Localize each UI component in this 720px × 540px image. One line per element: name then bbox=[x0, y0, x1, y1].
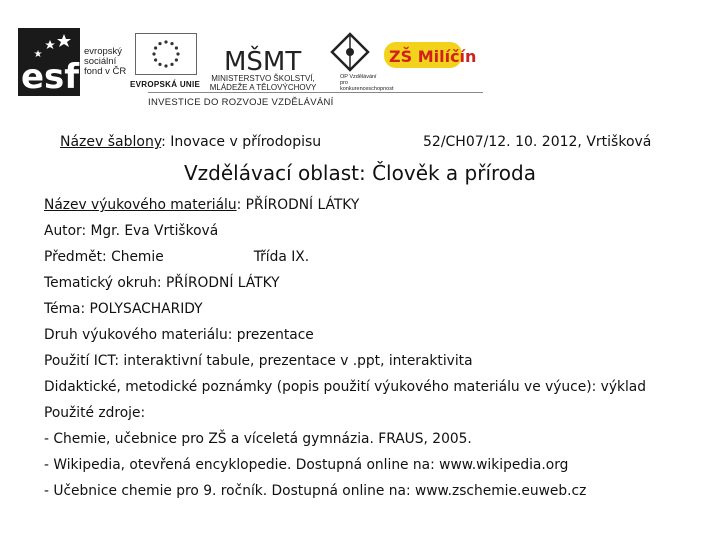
template-code: 52/CH07/12. 10. 2012, Vrtišková bbox=[423, 134, 652, 150]
subject-text: Předmět: Chemie bbox=[44, 249, 164, 265]
esf-caption bbox=[84, 47, 126, 77]
material-value: : PŘÍRODNÍ LÁTKY bbox=[236, 197, 360, 213]
funding-banner bbox=[0, 0, 720, 118]
source-item: - Chemie, učebnice pro ZŠ a víceletá gymnázia. FRAUS, 2005. bbox=[44, 431, 472, 447]
material-label: Název výukového materiálu bbox=[44, 197, 237, 213]
topic-row: Tematický okruh: PŘÍRODNÍ LÁTKY bbox=[44, 275, 280, 291]
class-text: Třída IX. bbox=[253, 249, 310, 265]
msmt-logo-letters: MŠMT bbox=[224, 47, 302, 77]
ict-row: Použití ICT: interaktivní tabule, prezentace v .ppt, interaktivita bbox=[44, 353, 473, 369]
metadata-list bbox=[44, 192, 646, 504]
op-caption-line: pro konkurenceschopnost bbox=[340, 80, 394, 92]
msmt-logo bbox=[222, 30, 302, 77]
subject-row bbox=[44, 244, 646, 270]
investment-slogan: INVESTICE DO ROZVOJE VZDĚLÁVÁNÍ bbox=[148, 97, 334, 108]
template-value: : Inovace v přírodopisu bbox=[161, 134, 322, 150]
zs-milicin-logo bbox=[384, 40, 477, 70]
esf-logo-letters: esf bbox=[21, 57, 80, 97]
template-label: Název šablony bbox=[60, 134, 162, 150]
esf-caption-line: sociální bbox=[84, 56, 117, 67]
esf-caption-line: evropský bbox=[84, 46, 123, 57]
template-row bbox=[60, 134, 680, 150]
material-row bbox=[44, 192, 646, 218]
author-row: Autor: Mgr. Eva Vrtišková bbox=[44, 223, 219, 239]
eu-label: EVROPSKÁ UNIE bbox=[130, 80, 201, 89]
banner-divider bbox=[148, 92, 483, 93]
op-caption bbox=[340, 74, 394, 92]
msmt-caption bbox=[203, 74, 323, 92]
sources-label: Použité zdroje: bbox=[44, 405, 146, 421]
zs-logo-letters: ZŠ Milíčín bbox=[389, 47, 477, 66]
msmt-caption-line: MLÁDEŽE A TĚLOVÝCHOVY bbox=[209, 83, 317, 92]
source-item: - Wikipedia, otevřená encyklopedie. Dostupná online na: www.wikipedia.org bbox=[44, 457, 569, 473]
esf-caption-line: fond v ČR bbox=[84, 66, 127, 77]
didactic-row: Didaktické, metodické poznámky (popis použití výukového materiálu ve výuce): výklad bbox=[44, 379, 647, 395]
type-row: Druh výukového materiálu: prezentace bbox=[44, 327, 314, 343]
theme-row: Téma: POLYSACHARIDY bbox=[44, 301, 203, 317]
msmt-caption-line: MINISTERSTVO ŠKOLSTVÍ, bbox=[211, 74, 315, 83]
source-item: - Učebnice chemie pro 9. ročník. Dostupná online na: www.zschemie.euweb.cz bbox=[44, 483, 587, 499]
eu-flag-icon bbox=[135, 33, 197, 75]
area-title: Vzdělávací oblast: Člověk a příroda bbox=[184, 161, 536, 185]
op-logo bbox=[328, 30, 372, 78]
op-caption-line: OP Vzdělávání bbox=[340, 74, 377, 80]
